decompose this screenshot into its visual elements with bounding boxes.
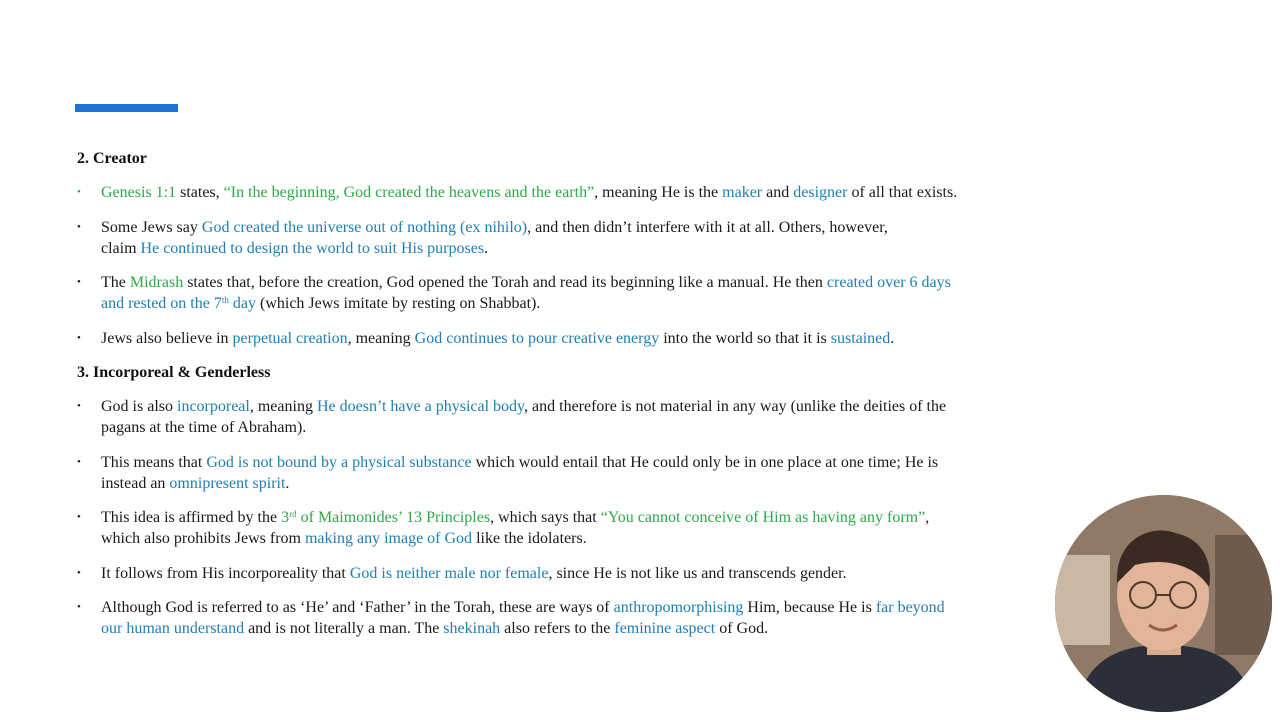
- highlighted-term: shekinah: [443, 620, 501, 637]
- bullet-text: .: [484, 239, 489, 257]
- bullet-dot-icon: •: [77, 455, 81, 468]
- bullet-item: [77, 563, 1052, 584]
- highlighted-term: Genesis 1:1: [101, 184, 177, 201]
- bullet-text: It follows from His incorporeality that: [101, 564, 350, 582]
- bullet-item: [77, 182, 1052, 203]
- bullet-text: which also prohibits Jews from: [101, 530, 305, 547]
- highlighted-term: God is neither male nor female: [349, 564, 549, 582]
- bullet-text: instead an: [101, 474, 170, 492]
- bullet-dot-icon: •: [77, 511, 81, 523]
- highlighted-term: our human understand: [101, 620, 245, 637]
- bullet-text: , and then didn’t interfere with it at all. Others, however,: [527, 218, 888, 236]
- bullet-item: [77, 217, 1052, 259]
- highlighted-term: of Maimonides’ 13 Principles: [296, 509, 491, 526]
- highlighted-term: God continues to pour creative energy: [414, 329, 660, 347]
- highlighted-term: maker: [722, 184, 763, 201]
- bullet-text: , meaning He is the: [594, 184, 723, 201]
- highlighted-term: God is not bound by a physical substance: [206, 453, 472, 471]
- highlighted-term: God created the universe out of nothing (ex nihilo): [201, 218, 528, 236]
- bullet-dot-icon: •: [77, 400, 81, 412]
- bullet-text: God is also: [101, 398, 177, 415]
- section-heading: 3. Incorporeal & Genderless: [77, 364, 271, 381]
- bullet-text: This means that: [101, 453, 207, 471]
- bullet-text: of God.: [715, 620, 769, 637]
- highlighted-term: day: [228, 295, 256, 312]
- section-heading: 2. Creator: [77, 150, 147, 167]
- bullet-text: pagans at the time of Abraham).: [101, 419, 307, 436]
- highlighted-term: 3: [281, 509, 290, 526]
- highlighted-term: making any image of God: [304, 530, 473, 547]
- bullet-item: [77, 272, 1052, 314]
- bullet-text: The: [101, 274, 130, 291]
- bullet-text: , and therefore is not material in any way (unlike the deities of the: [524, 398, 947, 415]
- bullet-text: , which says that: [490, 509, 601, 526]
- bullet-text: claim: [101, 239, 141, 257]
- bullet-item: [77, 507, 1052, 549]
- bullet-text: also refers to the: [500, 620, 615, 637]
- slide-accent-bar: [75, 104, 178, 112]
- bullet-text: Although God is referred to as ‘He’ and ‘Father’ in the Torah, these are ways of: [101, 599, 614, 616]
- bullet-text: into the world so that it is: [659, 329, 831, 347]
- highlighted-term: perpetual creation: [232, 329, 348, 347]
- slide-content: [77, 148, 1052, 653]
- highlighted-term: far beyond: [875, 599, 945, 616]
- highlighted-term: th: [221, 295, 229, 305]
- bullet-text: and: [762, 184, 794, 201]
- highlighted-term: created over 6 days: [826, 274, 951, 291]
- bullet-text: , meaning: [249, 398, 317, 415]
- bullet-dot-icon: •: [77, 566, 81, 579]
- highlighted-term: He doesn’t have a physical body: [316, 398, 525, 415]
- bullet-item: [77, 597, 1052, 639]
- highlighted-term: “In the beginning, God created the heavens and the earth”: [223, 184, 595, 201]
- bullet-dot-icon: •: [77, 186, 81, 198]
- highlighted-term: He continued to design the world to suit His purposes: [140, 239, 485, 257]
- bullet-dot-icon: •: [77, 220, 81, 233]
- bullet-text: states that, before the creation, God opened the Torah and read its beginning like a manual. He then: [183, 274, 827, 291]
- highlighted-term: omnipresent spirit: [169, 474, 286, 492]
- bullet-text: This idea is affirmed by the: [101, 509, 282, 526]
- bullet-item: [77, 452, 1052, 494]
- highlighted-term: rd: [289, 509, 297, 519]
- bullet-text: ,: [925, 509, 930, 526]
- bullet-dot-icon: •: [77, 601, 81, 613]
- bullet-list: [77, 182, 1052, 349]
- highlighted-term: Midrash: [129, 274, 184, 291]
- highlighted-term: “You cannot conceive of Him as having any form”: [600, 509, 926, 526]
- bullet-dot-icon: •: [77, 331, 81, 344]
- highlighted-term: anthropomorphising: [613, 599, 744, 616]
- highlighted-term: sustained: [830, 329, 891, 347]
- highlighted-term: designer: [793, 184, 848, 201]
- bullet-text: .: [285, 474, 290, 492]
- bullet-text: Jews also believe in: [101, 329, 233, 347]
- bullet-text: and is not literally a man. The: [244, 620, 444, 637]
- bullet-list: [77, 396, 1052, 639]
- highlighted-term: and rested on the 7: [101, 295, 222, 312]
- bullet-text: like the idolaters.: [472, 530, 587, 547]
- bullet-text: of all that exists.: [847, 184, 958, 201]
- bullet-text: .: [890, 329, 895, 347]
- bullet-text: (which Jews imitate by resting on Shabbat).: [255, 295, 541, 312]
- bullet-text: , since He is not like us and transcends gender.: [548, 564, 847, 582]
- bullet-text: which would entail that He could only be in one place at one time; He is: [471, 453, 939, 471]
- presenter-webcam: [1055, 495, 1272, 712]
- bullet-text: Some Jews say: [101, 218, 202, 236]
- highlighted-term: incorporeal: [177, 398, 250, 415]
- highlighted-term: feminine aspect: [614, 620, 716, 637]
- bullet-item: [77, 328, 1052, 349]
- bullet-text: states,: [176, 184, 224, 201]
- bullet-text: Him, because He is: [743, 599, 876, 616]
- bullet-text: , meaning: [347, 329, 415, 347]
- bullet-dot-icon: •: [77, 276, 81, 288]
- bullet-item: [77, 396, 1052, 438]
